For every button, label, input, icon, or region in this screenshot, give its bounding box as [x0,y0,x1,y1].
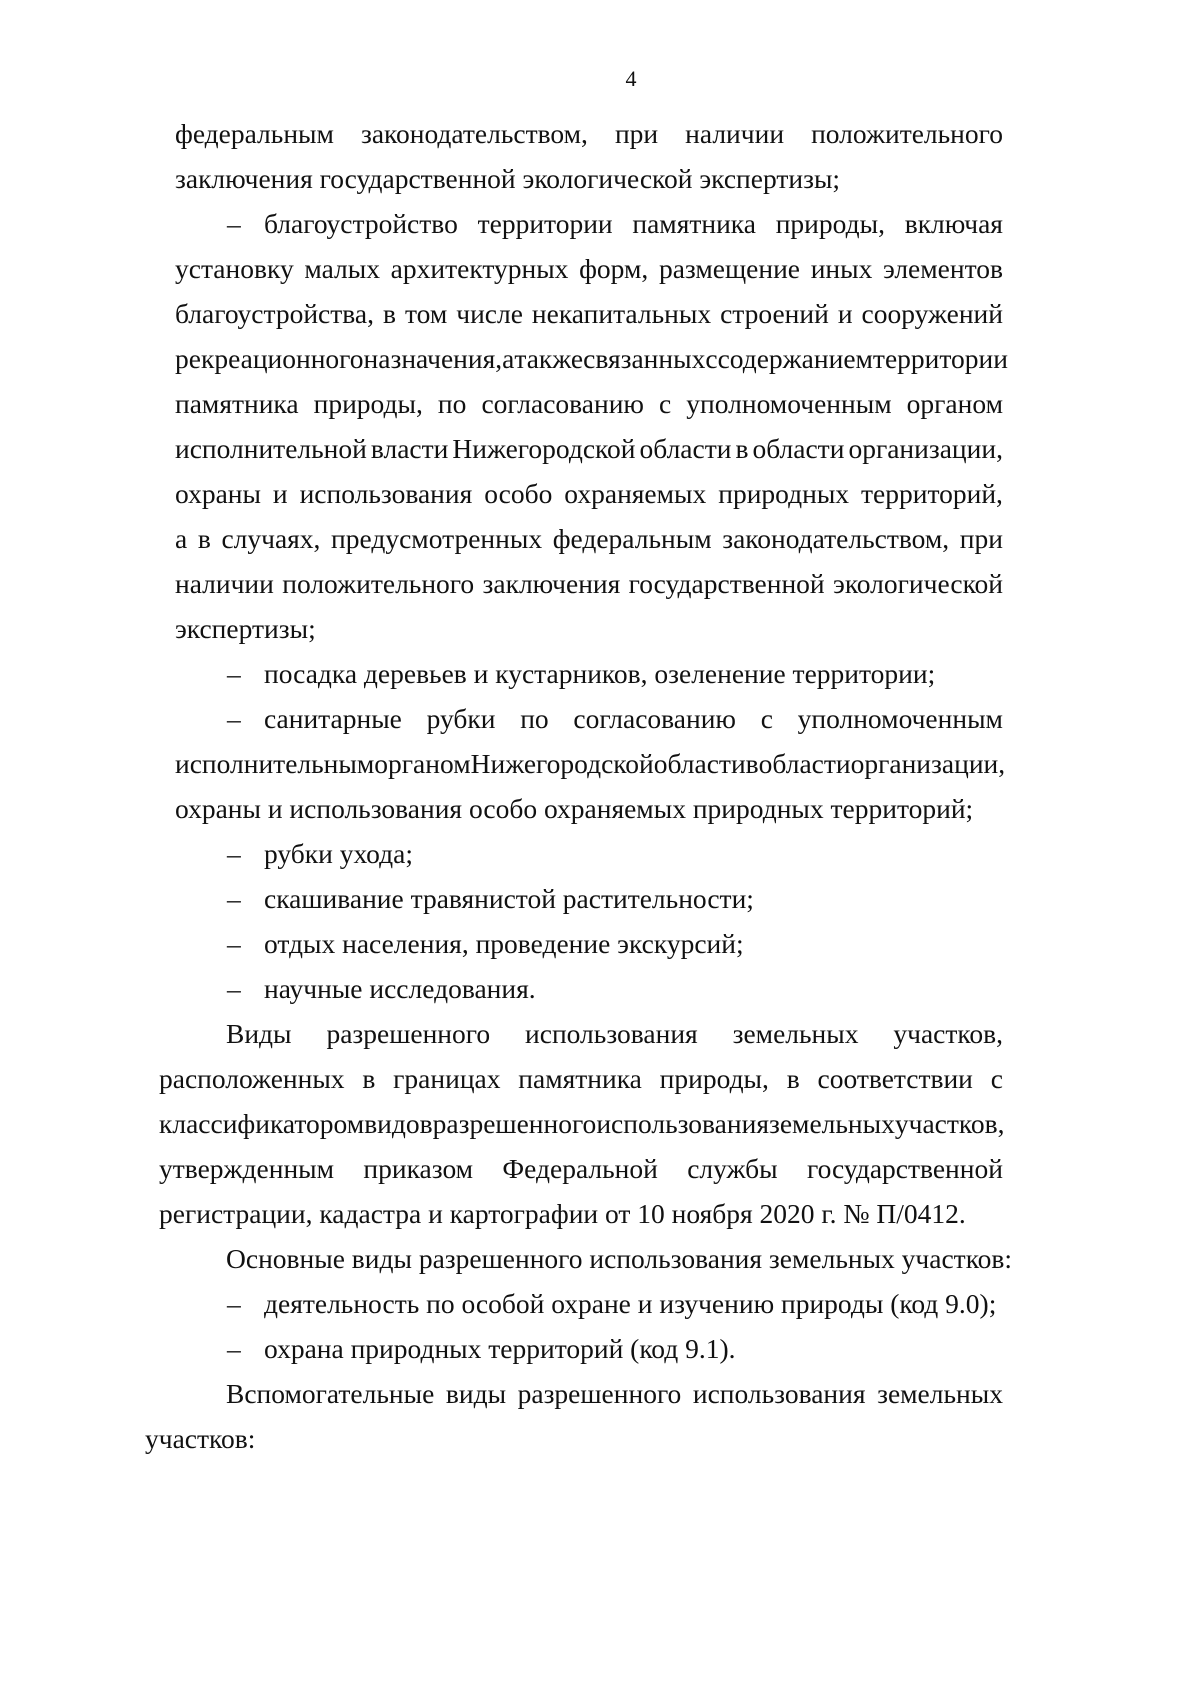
text-line [264,207,1003,241]
word: согласованию [481,388,644,419]
word: организации, [848,433,1003,464]
word: по [520,703,549,734]
word: использования [299,478,473,509]
word: содержанием [717,343,873,374]
word: Федеральной [502,1153,658,1184]
word: в [382,298,396,329]
word: службы [687,1153,778,1184]
list-dash: – [227,883,241,914]
word: числе [456,298,523,329]
word: органом [906,388,1003,419]
list-dash: – [227,658,241,689]
text-line [175,522,1003,556]
text-line [159,1062,1003,1096]
word: Вспомогательные [226,1378,435,1409]
text-line: охраны и использования особо охраняемых природных территорий; [175,793,974,824]
word: классификатором [159,1108,365,1139]
word: памятника [518,1063,642,1094]
word: области [653,748,746,779]
word: исполнительной [175,433,367,464]
word: благоустройство [264,208,458,239]
word: власти [370,433,449,464]
word: согласованию [573,703,736,734]
word: с [760,703,773,734]
word: области [758,748,851,779]
word: положительного [282,568,475,599]
text-line: Основные виды разрешенного использования земельных участков: [226,1243,1013,1274]
word: разрешенного [517,1378,682,1409]
word: наличии [685,118,785,149]
word: положительного [811,118,1003,149]
text-line: заключения государственной экологической экспертизы; [175,163,841,194]
word: строений [720,298,829,329]
word: с [705,343,718,374]
text-line [175,432,1003,466]
word: Нижегородской [452,433,636,464]
text-line: экспертизы; [175,613,316,644]
word: заключения [482,568,621,599]
word: утвержденным [159,1153,335,1184]
text-line [175,567,1003,601]
word: федеральным [552,523,712,554]
list-dash: – [227,1333,241,1364]
word: видов [364,1108,433,1139]
word: области [639,433,732,464]
text-line [175,387,1003,421]
page-number: 4 [625,66,637,91]
list-dash: – [227,1288,241,1319]
list-dash: – [227,838,241,869]
word: земельных [877,1378,1003,1409]
text-line [175,747,1006,781]
text-line: научные исследования. [264,973,536,1004]
word: уполномоченным [797,703,1003,734]
list-dash: – [227,928,241,959]
word: случаях, [221,523,321,554]
word: рекреационного [175,343,364,374]
word: в [786,1063,800,1094]
word: архитектурных [390,253,569,284]
word: с [990,1063,1003,1094]
word: исполнительным [175,748,375,779]
word: малых [304,253,380,284]
text-line [159,1107,1003,1141]
word: охраны [175,478,261,509]
word: в [362,1063,376,1094]
word: земельных [732,1018,859,1049]
word: памятника [632,208,756,239]
word: памятника [175,388,299,419]
word: использования [525,1018,698,1049]
word: природы, [313,388,423,419]
word: территорий, [861,478,1003,509]
word: также [514,343,584,374]
text-line [264,702,1003,736]
text-line: посадка деревьев и кустарников, озеленение территории; [264,658,936,689]
word: сооружений [861,298,1003,329]
word: государственной [806,1153,1003,1184]
word: в [197,523,211,554]
word: экологической [833,568,1003,599]
text-line: отдых населения, проведение экскурсий; [264,928,744,959]
word: законодательством, [360,118,588,149]
word: с [659,388,672,419]
word: охраняемых [564,478,707,509]
word: Нижегородской [470,748,654,779]
list-dash: – [227,973,241,1004]
word: благоустройства, [175,298,374,329]
word: участков, [893,1018,1003,1049]
word: участков, [894,1108,1005,1139]
text-line [175,252,1003,286]
text-line: участков: [145,1423,256,1454]
word: том [404,298,448,329]
word: федеральным [175,118,334,149]
word: соответствии [817,1063,973,1094]
word: природы, [659,1063,769,1094]
word: государственной [628,568,825,599]
text-line [175,342,1008,376]
word: уполномоченным [686,388,892,419]
word: расположенных [159,1063,345,1094]
word: в [745,748,759,779]
word: элементов [883,253,1003,284]
word: наличии [175,568,274,599]
word: области [752,433,845,464]
word: организации, [850,748,1006,779]
text-line [226,1377,1003,1411]
list-dash: – [227,208,241,239]
word: и [272,478,288,509]
word: приказом [363,1153,474,1184]
word: границах [393,1063,501,1094]
word: форм, [579,253,649,284]
word: включая [904,208,1003,239]
word: природы, [775,208,885,239]
word: органом [374,748,471,779]
word: территории [872,343,1008,374]
word: санитарные [264,703,402,734]
word: природных [718,478,850,509]
word: установку [175,253,294,284]
text-line: деятельность по особой охране и изучению природы (код 9.0); [264,1288,997,1319]
word: предусмотренных [331,523,543,554]
word: иных [810,253,873,284]
word: размещение [658,253,801,284]
word: особо [484,478,553,509]
text-line [159,1152,1003,1186]
text-line [175,297,1003,331]
list-dash: – [227,703,241,734]
text-line [175,477,1003,511]
word: Виды [226,1018,292,1049]
word: при [614,118,659,149]
word: законодательством, [722,523,950,554]
word: по [437,388,467,419]
word: территории [477,208,613,239]
text-line [226,1017,1003,1051]
text-line: рубки ухода; [264,838,413,869]
word: некапитальных [531,298,712,329]
text-line [175,117,1003,151]
word: и [837,298,853,329]
word: виды [445,1378,507,1409]
word: разрешенного [432,1108,597,1139]
text-line: скашивание травянистой растительности; [264,883,754,914]
word: земельных [768,1108,895,1139]
word: связанных [583,343,706,374]
word: использования [596,1108,769,1139]
word: а [175,523,188,554]
word: при [959,523,1003,554]
word: а [502,343,515,374]
word: разрешенного [326,1018,491,1049]
text-line: регистрации, кадастра и картографии от 10 ноября 2020 г. № П/0412. [159,1198,966,1229]
text-line: охрана природных территорий (код 9.1). [264,1333,736,1364]
word: назначения, [363,343,503,374]
word: рубки [426,703,496,734]
word: в [735,433,749,464]
word: использования [692,1378,866,1409]
